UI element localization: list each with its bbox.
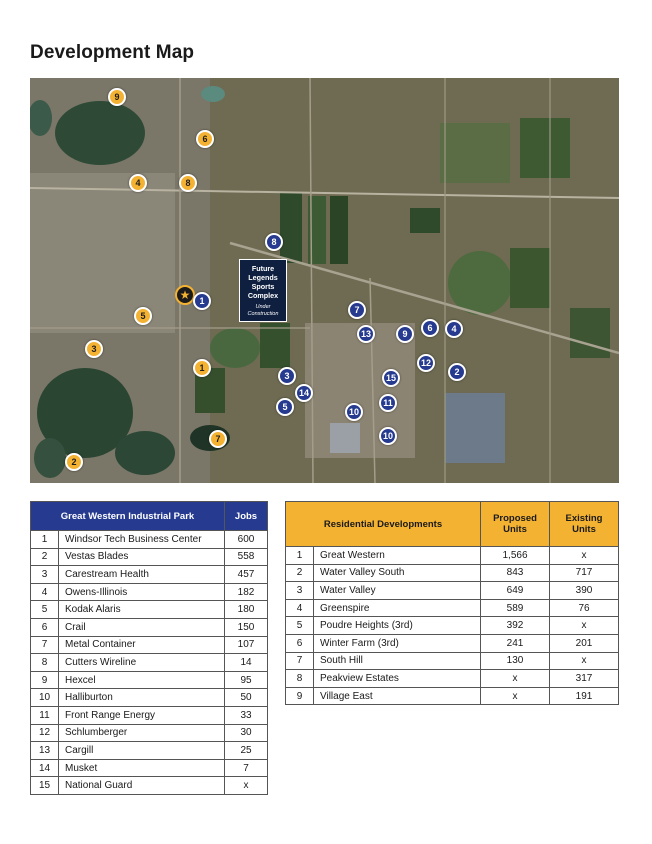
residential-pin[interactable]: 6: [196, 130, 214, 148]
industrial-pin[interactable]: 8: [265, 233, 283, 251]
cell-name: Village East: [314, 687, 481, 705]
cell-proposed: 843: [481, 564, 550, 582]
cell-num: 2: [31, 548, 59, 566]
cell-name: Cutters Wireline: [59, 654, 225, 672]
cell-name: Crail: [59, 618, 225, 636]
cell-num: 5: [31, 601, 59, 619]
cell-existing: x: [550, 652, 619, 670]
cell-jobs: 50: [225, 689, 268, 707]
residential-pin[interactable]: 2: [65, 453, 83, 471]
cell-jobs: 7: [225, 759, 268, 777]
cell-jobs: 457: [225, 566, 268, 584]
cell-num: 8: [31, 654, 59, 672]
cell-proposed: 130: [481, 652, 550, 670]
cell-name: Cargill: [59, 742, 225, 760]
cell-num: 9: [31, 671, 59, 689]
cell-proposed: 649: [481, 582, 550, 600]
industrial-table-header: Great Western Industrial Park: [31, 502, 225, 531]
cell-name: Windsor Tech Business Center: [59, 531, 225, 549]
cell-name: Peakview Estates: [314, 670, 481, 688]
cell-name: Carestream Health: [59, 566, 225, 584]
callout-title: Future Legends Sports Complex: [247, 264, 279, 300]
cell-name: Vestas Blades: [59, 548, 225, 566]
cell-jobs: 600: [225, 531, 268, 549]
cell-jobs: x: [225, 777, 268, 795]
industrial-pin[interactable]: 6: [421, 319, 439, 337]
table-row: [31, 618, 268, 636]
table-row: [31, 548, 268, 566]
cell-num: 2: [286, 564, 314, 582]
industrial-pin[interactable]: 11: [379, 394, 397, 412]
cell-jobs: 150: [225, 618, 268, 636]
cell-jobs: 30: [225, 724, 268, 742]
residential-pin[interactable]: 5: [134, 307, 152, 325]
industrial-pin[interactable]: 10: [379, 427, 397, 445]
cell-num: 9: [286, 687, 314, 705]
table-row: [286, 547, 619, 565]
cell-proposed: x: [481, 687, 550, 705]
table-row: [31, 671, 268, 689]
cell-num: 1: [31, 531, 59, 549]
cell-num: 8: [286, 670, 314, 688]
residential-pin[interactable]: 4: [129, 174, 147, 192]
cell-jobs: 180: [225, 601, 268, 619]
table-row: [31, 566, 268, 584]
cell-num: 3: [286, 582, 314, 600]
cell-name: Hexcel: [59, 671, 225, 689]
cell-num: 12: [31, 724, 59, 742]
table-row: [31, 531, 268, 549]
cell-name: Front Range Energy: [59, 706, 225, 724]
cell-existing: 717: [550, 564, 619, 582]
table-row: [31, 777, 268, 795]
residential-pin[interactable]: 1: [193, 359, 211, 377]
table-row: [31, 636, 268, 654]
cell-existing: 317: [550, 670, 619, 688]
cell-jobs: 107: [225, 636, 268, 654]
table-row: [31, 689, 268, 707]
industrial-pin[interactable]: 14: [295, 384, 313, 402]
cell-num: 6: [31, 618, 59, 636]
industrial-pin[interactable]: 7: [348, 301, 366, 319]
cell-jobs: 14: [225, 654, 268, 672]
cell-num: 7: [31, 636, 59, 654]
cell-num: 10: [31, 689, 59, 707]
industrial-pin[interactable]: 5: [276, 398, 294, 416]
cell-num: 13: [31, 742, 59, 760]
sports-complex-star-icon[interactable]: ★: [175, 285, 195, 305]
cell-name: Greenspire: [314, 599, 481, 617]
cell-jobs: 558: [225, 548, 268, 566]
cell-existing: x: [550, 547, 619, 565]
industrial-pin[interactable]: 13: [357, 325, 375, 343]
industrial-pin[interactable]: 4: [445, 320, 463, 338]
jobs-column-header: Jobs: [225, 502, 268, 531]
cell-jobs: 33: [225, 706, 268, 724]
cell-existing: 191: [550, 687, 619, 705]
table-row: [286, 670, 619, 688]
table-row: [286, 582, 619, 600]
sports-complex-callout[interactable]: [239, 259, 287, 322]
cell-name: Halliburton: [59, 689, 225, 707]
industrial-pin[interactable]: 1: [193, 292, 211, 310]
cell-name: Winter Farm (3rd): [314, 634, 481, 652]
cell-existing: 201: [550, 634, 619, 652]
table-row: [286, 687, 619, 705]
residential-developments-table: [285, 501, 619, 705]
page-title: Development Map: [30, 42, 195, 63]
industrial-pin[interactable]: 3: [278, 367, 296, 385]
cell-num: 5: [286, 617, 314, 635]
cell-name: Metal Container: [59, 636, 225, 654]
cell-num: 1: [286, 547, 314, 565]
cell-name: Schlumberger: [59, 724, 225, 742]
cell-name: Poudre Heights (3rd): [314, 617, 481, 635]
cell-proposed: 392: [481, 617, 550, 635]
residential-pin[interactable]: 3: [85, 340, 103, 358]
table-row: [31, 742, 268, 760]
cell-name: Kodak Alaris: [59, 601, 225, 619]
proposed-units-header: Proposed Units: [481, 502, 550, 547]
cell-jobs: 182: [225, 583, 268, 601]
satellite-imagery: [30, 78, 619, 483]
table-row: [31, 706, 268, 724]
cell-name: Owens-Illinois: [59, 583, 225, 601]
cell-name: Great Western: [314, 547, 481, 565]
cell-num: 4: [31, 583, 59, 601]
table-row: [31, 724, 268, 742]
cell-num: 3: [31, 566, 59, 584]
table-row: [31, 601, 268, 619]
table-row: [286, 634, 619, 652]
cell-existing: 76: [550, 599, 619, 617]
cell-num: 7: [286, 652, 314, 670]
residential-pin[interactable]: 9: [108, 88, 126, 106]
development-map[interactable]: [30, 78, 619, 483]
cell-name: National Guard: [59, 777, 225, 795]
table-row: [31, 759, 268, 777]
residential-pin[interactable]: 8: [179, 174, 197, 192]
table-row: [286, 599, 619, 617]
residential-table-header: Residential Developments: [286, 502, 481, 547]
cell-existing: x: [550, 617, 619, 635]
cell-existing: 390: [550, 582, 619, 600]
cell-proposed: 589: [481, 599, 550, 617]
table-row: [31, 654, 268, 672]
industrial-pin[interactable]: 10: [345, 403, 363, 421]
cell-proposed: 1,566: [481, 547, 550, 565]
residential-pin[interactable]: 7: [209, 430, 227, 448]
cell-num: 14: [31, 759, 59, 777]
table-row: [31, 583, 268, 601]
cell-num: 6: [286, 634, 314, 652]
callout-status: Under Construction: [247, 304, 279, 317]
cell-proposed: 241: [481, 634, 550, 652]
existing-units-header: Existing Units: [550, 502, 619, 547]
cell-name: South Hill: [314, 652, 481, 670]
industrial-pin[interactable]: 15: [382, 369, 400, 387]
industrial-pin[interactable]: 12: [417, 354, 435, 372]
industrial-pin[interactable]: 2: [448, 363, 466, 381]
cell-num: 11: [31, 706, 59, 724]
industrial-pin[interactable]: 9: [396, 325, 414, 343]
table-row: [286, 564, 619, 582]
industrial-park-table: [30, 501, 268, 795]
cell-jobs: 25: [225, 742, 268, 760]
cell-num: 15: [31, 777, 59, 795]
cell-num: 4: [286, 599, 314, 617]
cell-name: Musket: [59, 759, 225, 777]
table-row: [286, 617, 619, 635]
cell-name: Water Valley: [314, 582, 481, 600]
cell-name: Water Valley South: [314, 564, 481, 582]
cell-proposed: x: [481, 670, 550, 688]
table-row: [286, 652, 619, 670]
cell-jobs: 95: [225, 671, 268, 689]
